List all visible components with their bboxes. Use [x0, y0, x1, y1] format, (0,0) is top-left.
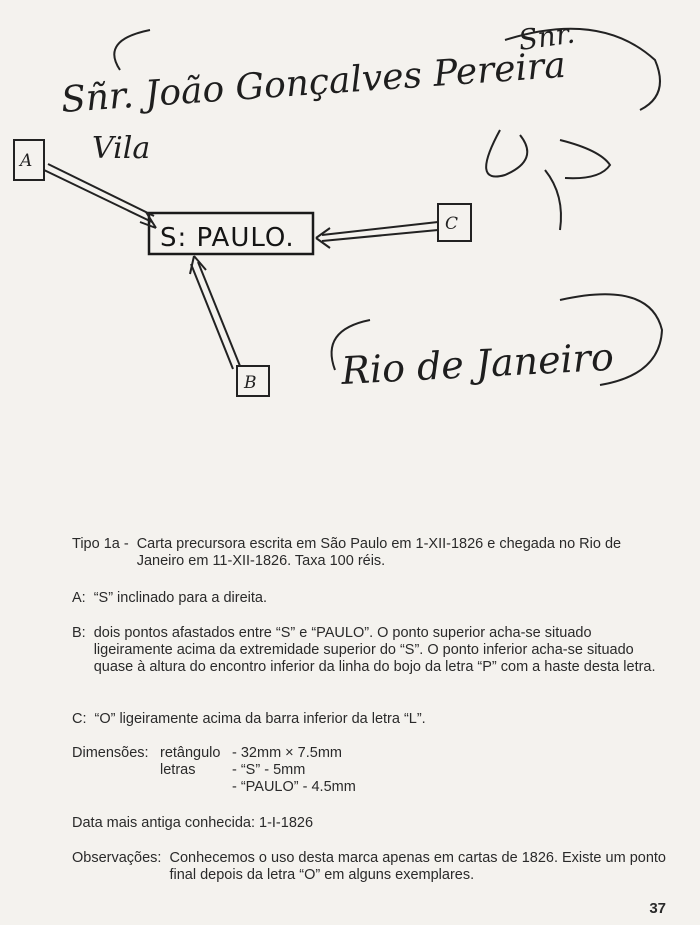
caption-observacoes: [72, 850, 672, 884]
dimensoes-row: [160, 745, 356, 762]
handwriting-top-right: Snr.: [516, 16, 577, 57]
c-label: C:: [72, 711, 87, 727]
b-text: dois pontos afastados entre “S” e “PAULO”. O ponto superior acha-se situado ligeiramente acima da extremidade superior do “S”. O ponto inferior acha-se situado quase à altura do encontro inferior da linha do bojo da letra “P” com a haste desta letra.: [93, 625, 656, 675]
dimensoes-item: retângulo: [160, 745, 221, 761]
data-antiga-text: Data mais antiga conhecida: 1-I-1826: [72, 815, 314, 831]
a-label: A:: [72, 590, 86, 606]
caption-dimensoes: [72, 745, 672, 796]
arrow-c: [316, 222, 438, 248]
caption-tipo: [72, 536, 672, 570]
dimensoes-label: Dimensões:: [72, 745, 149, 761]
b-label: B:: [72, 625, 86, 641]
caption-c: [72, 711, 672, 728]
tipo-text: Carta precursora escrita em São Paulo em 1-XII-1826 e chegada no Rio de Janeiro em 11-XII-1826. Taxa 100 réis.: [136, 536, 622, 569]
caption-a: [72, 590, 672, 607]
dimensoes-value: - “S” - 5mm: [232, 762, 306, 778]
tipo-label: Tipo 1a -: [72, 536, 129, 552]
arrow-a: [44, 164, 156, 228]
postmark-text: S: PAULO.: [160, 223, 295, 253]
postmark-stamp: [149, 213, 313, 254]
dimensoes-row: [160, 779, 356, 796]
c-text: “O” ligeiramente acima da barra inferior da letra “L”.: [94, 711, 426, 727]
observacoes-label: Observações:: [72, 850, 162, 866]
handwriting-bottom: Rio de Janeiro: [340, 334, 615, 393]
callout-c: [438, 204, 471, 241]
callout-a: [14, 140, 44, 180]
dimensoes-item: letras: [160, 762, 196, 778]
dimensoes-value: - “PAULO” - 4.5mm: [232, 779, 356, 795]
callout-c-label: C: [445, 214, 459, 234]
callout-a-label: A: [20, 151, 33, 171]
dimensoes-table: [160, 745, 356, 796]
callout-b: [237, 366, 269, 396]
observacoes-text: Conhecemos o uso desta marca apenas em cartas de 1826. Existe um ponto final depois da letra “O” em alguns exemplares.: [169, 850, 666, 883]
dimensoes-value: - 32mm × 7.5mm: [232, 745, 342, 761]
caption-data-antiga: [72, 815, 672, 832]
handwriting-line-2: Vila: [92, 131, 151, 166]
callout-b-label: B: [244, 373, 257, 393]
dimensoes-row: [160, 762, 356, 779]
handwriting-line-1: Sñr. João Gonçalves Pereira: [59, 44, 568, 121]
caption-b: [72, 625, 672, 676]
dimensoes-item: [160, 779, 232, 796]
page-number: 37: [649, 900, 666, 917]
a-text: “S” inclinado para a direita.: [93, 590, 267, 606]
cover-illustration: [0, 0, 700, 410]
arrow-b: [190, 256, 240, 369]
